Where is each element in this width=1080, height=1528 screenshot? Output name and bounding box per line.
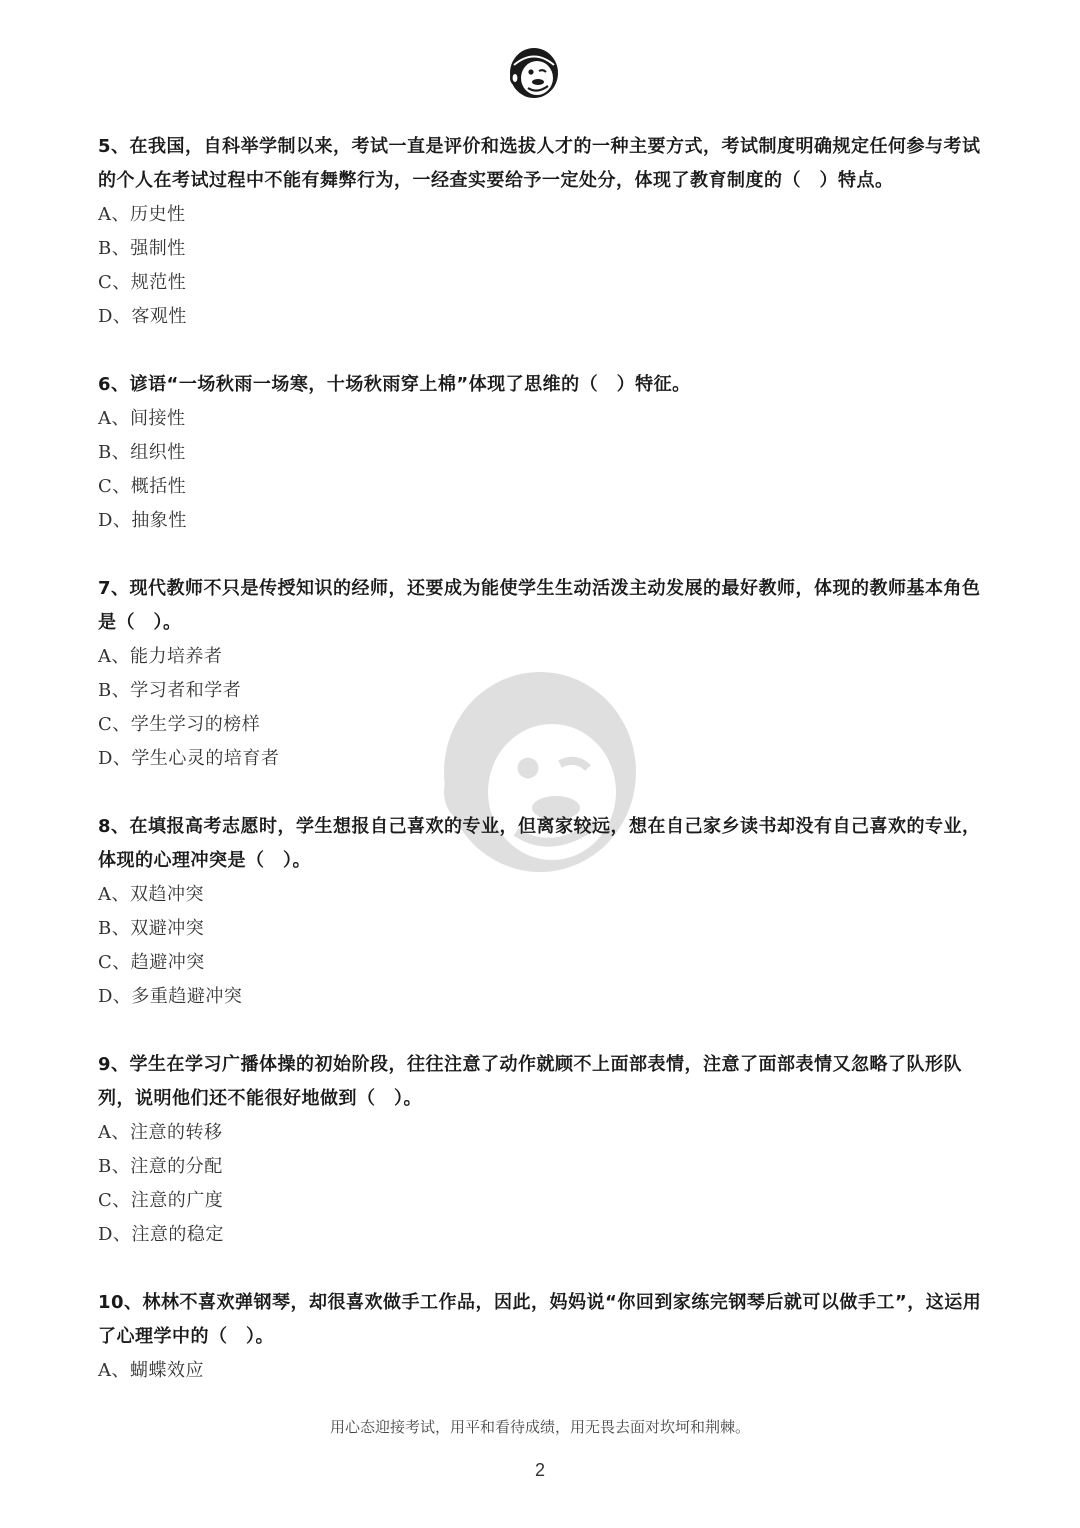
option-d: D、客观性 xyxy=(98,306,187,327)
question-stem: 7、现代教师不只是传授知识的经师，还要成为能使学生生动活泼主动发展的最好教师，体现的教师基本角色是（ ）。 xyxy=(98,578,981,633)
option-b: B、注意的分配 xyxy=(98,1156,223,1177)
option-b: B、学习者和学者 xyxy=(98,680,242,701)
option-d: D、学生心灵的培育者 xyxy=(98,748,280,769)
option-c: C、规范性 xyxy=(98,272,187,293)
option-a: A、能力培养者 xyxy=(98,646,223,667)
option-a: A、注意的转移 xyxy=(98,1122,223,1143)
question-6 xyxy=(98,368,988,538)
option-b: B、强制性 xyxy=(98,238,186,259)
option-c: C、注意的广度 xyxy=(98,1190,224,1211)
option-b: B、双避冲突 xyxy=(98,918,205,939)
option-d: D、注意的稳定 xyxy=(98,1224,224,1245)
option-d: D、抽象性 xyxy=(98,510,187,531)
question-stem: 6、谚语“一场秋雨一场寒，十场秋雨穿上棉”体现了思维的（ ）特征。 xyxy=(98,374,691,395)
option-a: A、历史性 xyxy=(98,204,186,225)
option-a: A、蝴蝶效应 xyxy=(98,1360,204,1381)
option-c: C、趋避冲突 xyxy=(98,952,205,973)
question-8 xyxy=(98,810,988,1014)
page-number: 2 xyxy=(534,1460,545,1480)
question-stem: 10、林林不喜欢弹钢琴，却很喜欢做手工作品，因此，妈妈说“你回到家练完钢琴后就可以做手工”，这运用了心理学中的（ ）。 xyxy=(98,1292,982,1347)
question-7 xyxy=(98,572,988,776)
question-stem: 8、在填报高考志愿时，学生想报自己喜欢的专业，但离家较远，想在自己家乡读书却没有自己喜欢的专业，体现的心理冲突是（ ）。 xyxy=(98,816,981,871)
question-5 xyxy=(98,130,988,334)
option-c: C、概括性 xyxy=(98,476,187,497)
option-a: A、间接性 xyxy=(98,408,186,429)
footer-motto: 用心态迎接考试，用平和看待成绩，用无畏去面对坎坷和荆棘。 xyxy=(329,1418,750,1436)
option-a: A、双趋冲突 xyxy=(98,884,204,905)
option-b: B、组织性 xyxy=(98,442,186,463)
option-c: C、学生学习的榜样 xyxy=(98,714,261,735)
question-9 xyxy=(98,1048,988,1252)
question-stem: 9、学生在学习广播体操的初始阶段，往往注意了动作就顾不上面部表情，注意了面部表情又忽略了队形队列，说明他们还不能很好地做到（ ）。 xyxy=(98,1054,963,1109)
question-stem: 5、在我国，自科举学制以来，考试一直是评价和选拔人才的一种主要方式，考试制度明确规定任何参与考试的个人在考试过程中不能有舞弊行为，一经查实要给予一定处分，体现了教育制度的（ ）特点。 xyxy=(98,136,981,191)
option-d: D、多重趋避冲突 xyxy=(98,986,243,1007)
monkey-mascot-icon xyxy=(504,40,564,100)
question-10 xyxy=(98,1286,988,1388)
